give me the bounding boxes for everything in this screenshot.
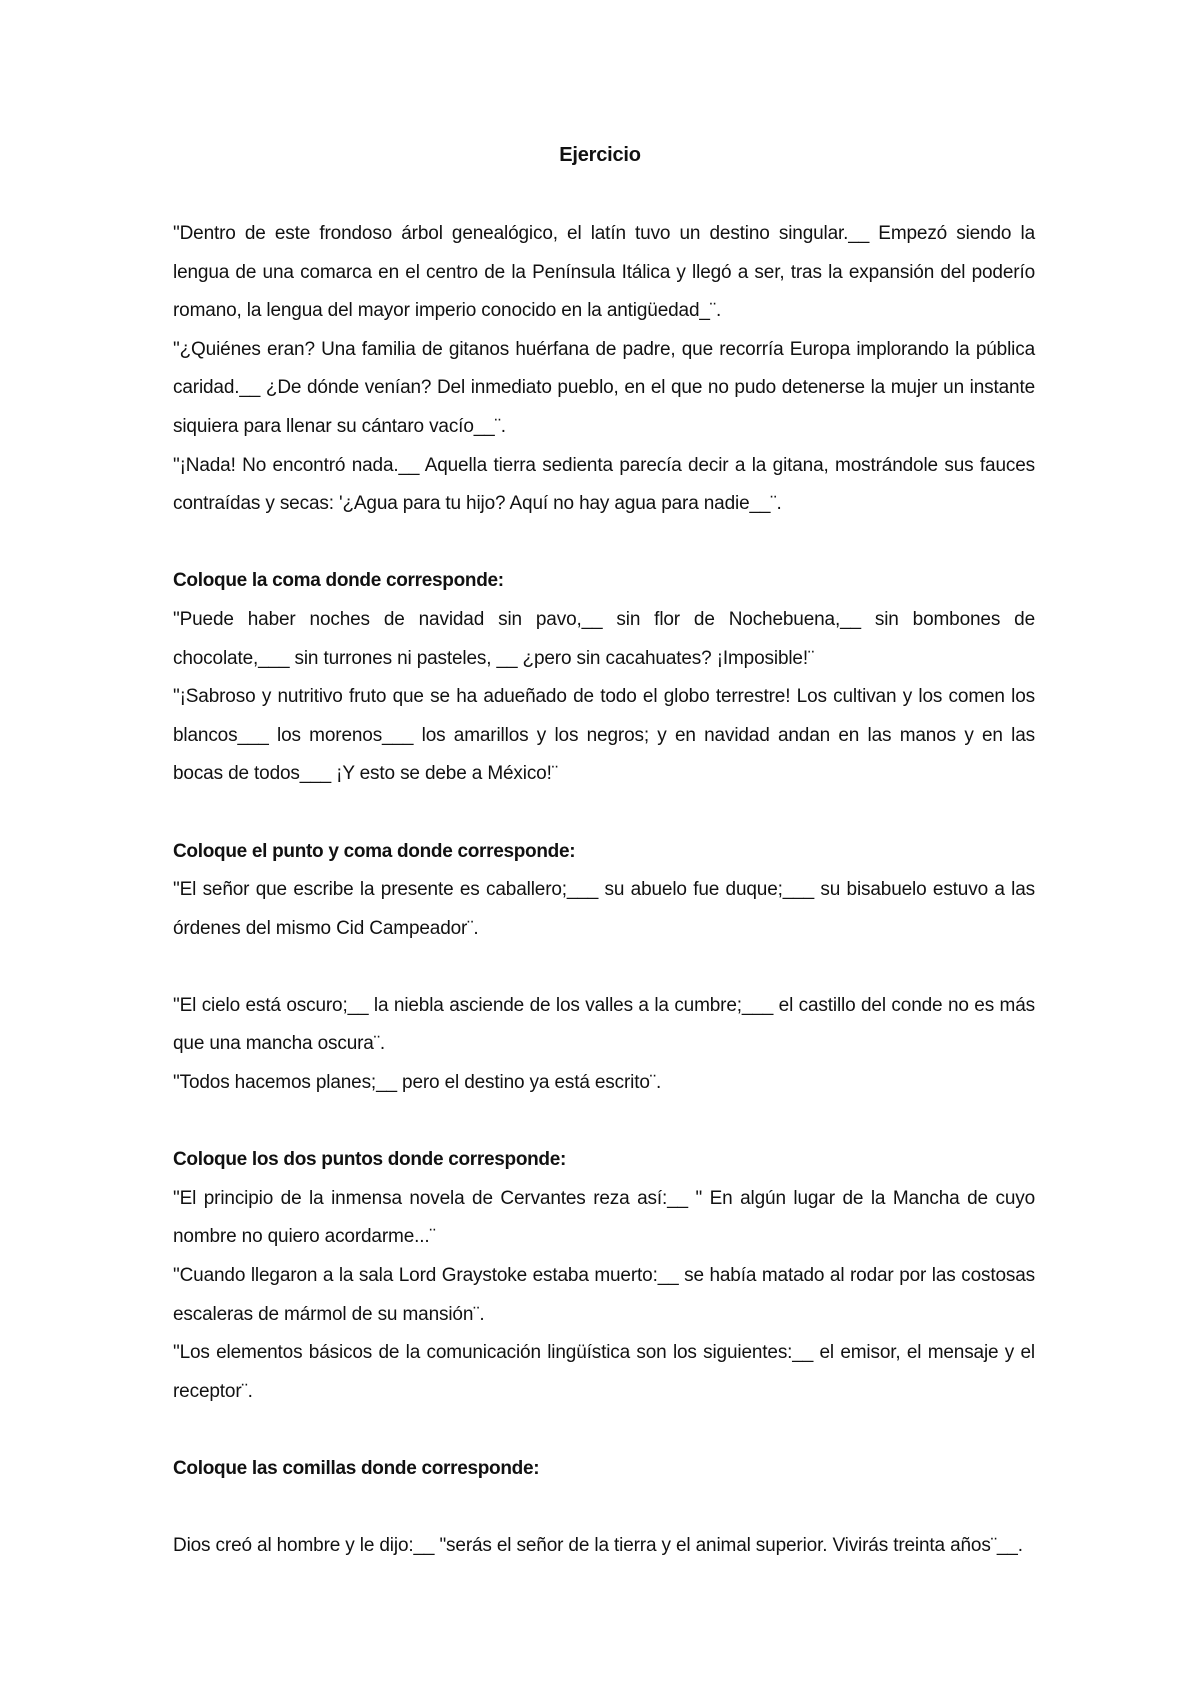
dark-sky-paragraph: "El cielo está oscuro;__ la niebla asciende de los valles a la cumbre;___ el castillo del conde no es más que una mancha oscura¨. (173, 994, 1035, 1055)
peanut-paragraph: "¡Sabroso y nutritivo fruto que se ha adueñado de todo el globo terrestre! Los cultivan y los comen los blancos___ los morenos___ los amarillos y los negros; y en navidad andan en las manos y en las bocas de todos___ ¡Y esto se debe a México!¨ (173, 686, 1035, 785)
semicolon-section-heading: Coloque el punto y coma donde corresponde: (173, 840, 576, 862)
comma-section-heading: Coloque la coma donde corresponde: (173, 570, 504, 592)
god-creation-paragraph: Dios creó al hombre y le dijo:__ "serás el señor de la tierra y el animal superior. Vivirás treinta años¨__. (173, 1535, 1023, 1557)
plans-paragraph: "Todos hacemos planes;__ pero el destino ya está escrito¨. (173, 1072, 662, 1094)
document-title: Ejercicio (559, 144, 641, 166)
graystoke-paragraph: "Cuando llegaron a la sala Lord Graystoke estaba muerto:__ se había matado al rodar por las costosas escaleras de mármol de su mansión¨. (173, 1265, 1035, 1325)
nothing-found-paragraph: "¡Nada! No encontró nada.__ Aquella tierra sedienta parecía decir a la gitana, mostrándole sus fauces contraídas y secas: '¿Agua para tu hijo? Aquí no hay agua para nadie__¨. (173, 454, 1035, 515)
latin-paragraph: "Dentro de este frondoso árbol genealógico, el latín tuvo un destino singular.__ Empezó siendo la lengua de una comarca en el centro de la Península Itálica y llegó a ser, tras la expansión del poderío romano, la lengua del mayor imperio conocido en la antigüedad_¨. (173, 223, 1035, 322)
gentleman-paragraph: "El señor que escribe la presente es caballero;___ su abuelo fue duque;___ su bisabuelo estuvo a las órdenes del mismo Cid Campeador¨. (173, 879, 1035, 939)
quotes-section-heading: Coloque las comillas donde corresponde: (173, 1458, 540, 1479)
cervantes-paragraph: "El principio de la inmensa novela de Cervantes reza así:__ " En algún lugar de la Mancha de cuyo nombre no quiero acordarme...¨ (173, 1187, 1035, 1248)
communication-paragraph: "Los elementos básicos de la comunicación lingüística son los siguientes:__ el emisor, el mensaje y el receptor¨. (173, 1342, 1035, 1402)
christmas-paragraph: "Puede haber noches de navidad sin pavo,__ sin flor de Nochebuena,__ sin bombones de chocolate,___ sin turrones ni pasteles, __ ¿pero sin cacahuates? ¡Imposible!¨ (173, 608, 1035, 669)
gypsies-paragraph: "¿Quiénes eran? Una familia de gitanos huérfana de padre, que recorría Europa implorando la pública caridad.__ ¿De dónde venían? Del inmediato pueblo, en el que no pudo detenerse la mujer un instante siquiera para llenar su cántaro vacío__¨. (173, 338, 1035, 437)
document-body (173, 215, 1035, 1566)
colon-section-heading: Coloque los dos puntos donde corresponde: (173, 1149, 567, 1171)
